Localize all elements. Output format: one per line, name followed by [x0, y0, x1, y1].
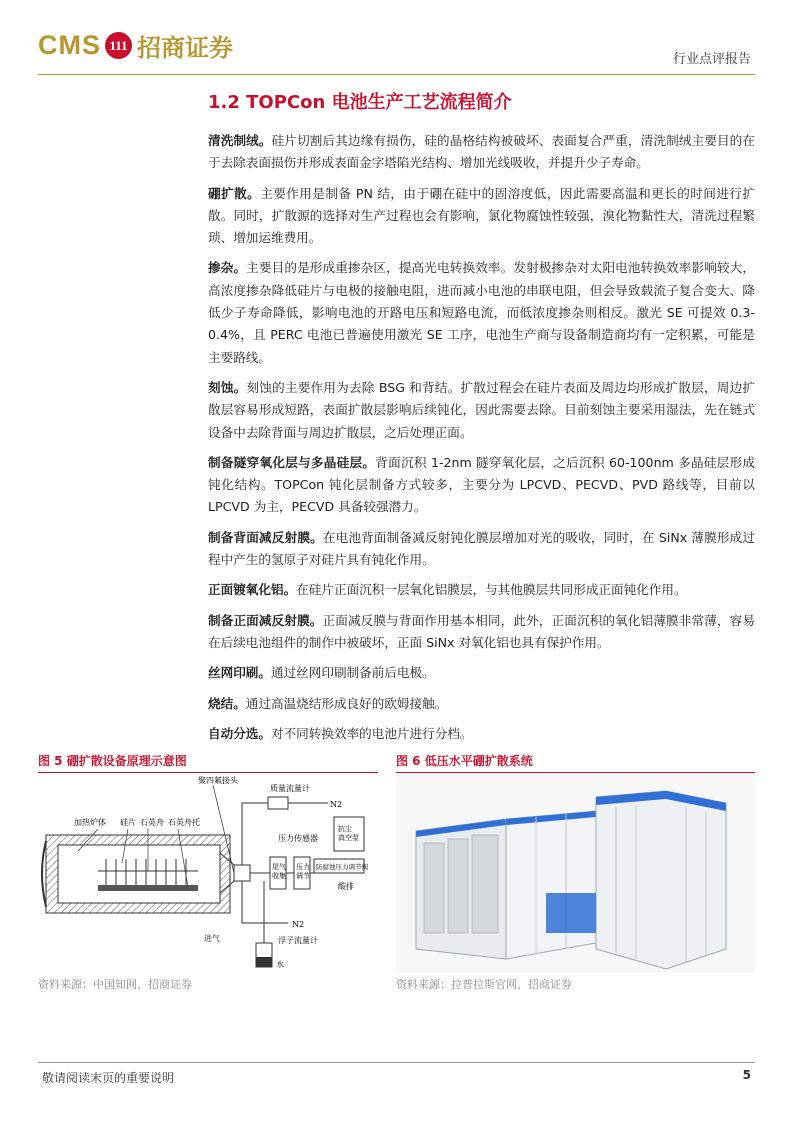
paragraph-screen-printing: [208, 662, 755, 684]
label-mfc: 质量流量计: [270, 784, 310, 793]
label-water: 水: [276, 960, 284, 969]
footer-divider: [38, 1062, 755, 1063]
equipment-illustration: [396, 773, 755, 973]
cabinet-middle: [506, 811, 596, 959]
label-wafer: 硅片: [120, 818, 136, 827]
paragraph-lead: 制备背面减反射膜。: [208, 529, 323, 545]
paragraph-lead: 制备正面减反射膜。: [208, 612, 323, 628]
figure-6-source: 资料来源：拉普拉斯官网、招商证券: [396, 978, 572, 991]
paragraph-rear-arc: [208, 527, 755, 572]
mass-flow-meter: [268, 797, 288, 809]
paragraph-text: 主要作用是制备 PN 结，由于硼在硅中的固溶度低，因此需要高温和更长的时间进行扩散。同时，扩散源的选择对生产过程也会有影响，氯化物腐蚀性较强，溴化物黏性大，清洗过程繁琐、增加运维费用。: [208, 185, 755, 246]
control-unit-blue: [546, 893, 596, 933]
page-header: [0, 0, 793, 76]
cabinet-left-panels: [424, 835, 498, 933]
diagram-svg: [38, 773, 378, 973]
boron-diffusion-diagram: [38, 773, 378, 973]
label-float-meter: 浮子流量计: [278, 936, 318, 945]
paragraph-boron-diffusion: [208, 183, 755, 250]
paragraph-lead: 正面镀氧化铝。: [208, 582, 297, 598]
figure-5-title: 图 5 硼扩散设备原理示意图: [38, 752, 378, 773]
paragraph-text: 对不同转换效率的电池片进行分档。: [270, 725, 473, 741]
label-vacuum: 抗尘真空泵: [338, 825, 359, 842]
figure-5-source: 资料来源：中国知网、招商证券: [38, 978, 192, 991]
label-boat-holder: 石英舟托: [168, 818, 200, 827]
label-pressure-sensor: 压力传感器: [278, 834, 318, 843]
water-level: [256, 957, 272, 967]
paragraph-text: 在电池背面制备减反射钝化膜层增加对光的吸收，同时，在 SiNx 薄膜形成过程中产生的氢原子对硅片具有钝化作用。: [208, 529, 756, 568]
figure-6: [396, 752, 755, 992]
paragraph-etching: [208, 377, 755, 444]
paragraph-lead: 自动分选。: [208, 725, 271, 741]
paragraph-lead: 制备隧穿氧化层与多晶硅层。: [208, 454, 376, 470]
label-acid: 酸排: [338, 882, 354, 891]
figures-row: [38, 752, 755, 991]
diffusion-system-photo: [396, 773, 755, 973]
paragraph-text: 在硅片正面沉积一层氧化铝膜层，与其他膜层共同形成正面钝化作用。: [296, 582, 687, 598]
body-content: [208, 130, 755, 753]
paragraph-text: 通过丝网印刷制备前后电极。: [270, 665, 435, 681]
label-heater: 加热炉体: [74, 818, 106, 827]
footer-disclaimer: 敬请阅读末页的重要说明: [42, 1071, 175, 1085]
logo-latin: CMS: [38, 30, 101, 60]
paragraph-sintering: [208, 693, 755, 715]
paragraph-text: 刻蚀的主要作用为去除 BSG 和背结。扩散过程会在硅片表面及周边均形成扩散层，周边扩散层容易形成短路，表面扩散层影响后续钝化，因此需要去除。目前刻蚀主要采用湿法，先在链式设备中去除背面与周边扩散层，之后处理正面。: [208, 379, 755, 440]
paragraph-front-arc: [208, 610, 755, 655]
label-damper: 防腐蚀压力调节阀: [316, 863, 368, 871]
logo-mark-icon: 111: [105, 32, 132, 59]
logo-chinese: 招商证券: [137, 33, 233, 62]
label-pressure-ctrl: 压力调节: [296, 863, 310, 880]
paragraph-text: 正面减反膜与背面作用基本相同，此外，正面沉积的氧化铝薄膜非常薄，容易在后续电池组件的制作中被破坏，正面 SiNx 对氧化铝也具有保护作用。: [208, 612, 756, 650]
paragraph-lead: 硼扩散。: [208, 185, 261, 201]
figure-6-title: 图 6 低压水平硼扩散系统: [396, 752, 755, 773]
paragraph-text: 主要目的是形成重掺杂区，提高光电转换效率。发射极掺杂对太阳电池转换效率影响较大，高浓度掺杂降低硅片与电极的接触电阻，进而减小电池的串联电阻，但会导致载流子复合变大、降低少子寿命降低，影响电池的开路电压和短路电流，而低浓度掺杂则相反。激光 SE 可提效 0.3-0.4%，且 PERC 电池已普遍使用激光 SE 工序，电池生产商与设备制造商均有一定积累，可能是主要路线。: [208, 260, 755, 365]
quartz-boat-holder: [98, 885, 198, 891]
page-number: 5: [742, 1068, 751, 1082]
label-inlet: 进气: [204, 934, 220, 943]
label-n2-bottom: N2: [292, 920, 305, 929]
label-n2-top: N2: [330, 800, 343, 809]
paragraph-lead: 刻蚀。: [208, 379, 247, 395]
paragraph-alumina: [208, 579, 755, 601]
paragraph-text: 硅片切割后其边缘有损伤，硅的晶格结构被破坏、表面复合严重，清洗制绒主要目的在于去除表面损伤并形成表面金字塔陷光结构、增加光线吸收，并提升少子寿命。: [208, 133, 756, 171]
report-type: 行业点评报告: [672, 52, 751, 67]
paragraph-sorting: [208, 723, 755, 745]
paragraph-cleaning: [208, 130, 755, 175]
label-tail-gas: 尾气收集: [272, 863, 286, 880]
company-logo: [38, 28, 233, 63]
label-nozzle: 聚四氟接头: [198, 776, 238, 785]
section-title: 1.2 TOPCon 电池生产工艺流程简介: [208, 92, 512, 113]
furnace-door: [42, 841, 46, 907]
paragraph-lead: 清洗制绒。: [208, 133, 272, 148]
paragraph-lead: 烧结。: [208, 695, 246, 711]
label-quartz-boat: 石英舟: [140, 818, 164, 827]
paragraph-tunnel-oxide: [208, 452, 755, 519]
furnace-tube: [58, 845, 220, 903]
paragraph-lead: 丝网印刷。: [208, 665, 271, 681]
figure-5: [38, 752, 378, 992]
paragraph-text: 背面沉积 1-2nm 隧穿氧化层，之后沉积 60-100nm 多晶硅层形成钝化结构。TOPCon 钝化层制备方式较多，主要分为 LPCVD、PECVD、PVD 路线等，目前以 LPCVD 为主，PECVD 具备较强潜力。: [208, 454, 755, 515]
paragraph-lead: 掺杂。: [208, 260, 247, 276]
paragraph-doping: [208, 257, 755, 368]
nozzle-joint: [234, 865, 250, 881]
paragraph-text: 通过高温烧结形成良好的欧姆接触。: [245, 695, 448, 711]
header-divider: [38, 74, 755, 75]
